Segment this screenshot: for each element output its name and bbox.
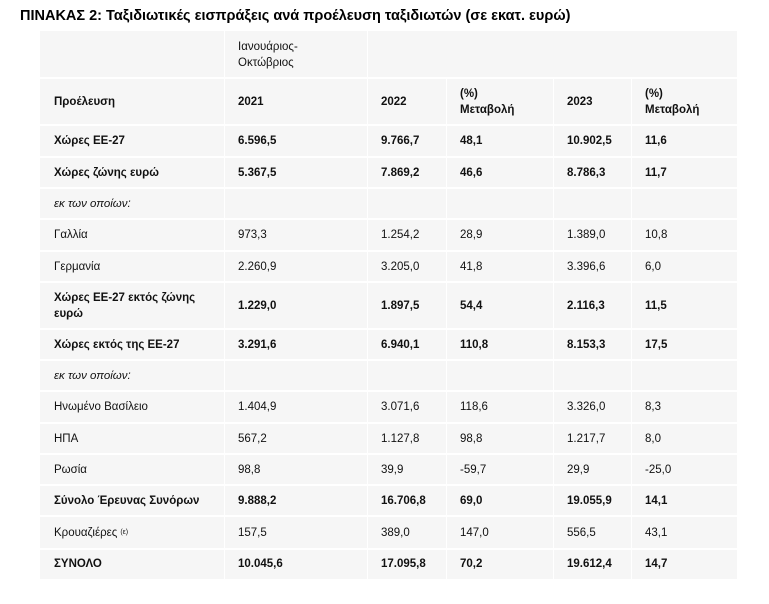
row-label-text: Χώρες εκτός της ΕΕ-27 xyxy=(54,338,180,351)
cell-value: 3.326,0 xyxy=(567,401,606,413)
table-cell xyxy=(367,485,446,516)
table-cell xyxy=(446,251,553,282)
table-cell xyxy=(224,454,367,485)
row-label xyxy=(40,157,224,188)
row-label-text: Κρουαζιέρες xyxy=(54,526,118,539)
table-cell xyxy=(367,423,446,454)
row-label xyxy=(40,391,224,423)
table-cell xyxy=(367,516,446,549)
row-label xyxy=(40,188,224,219)
cell-value: 118,6 xyxy=(460,401,488,413)
cell-value: 14,1 xyxy=(645,494,668,507)
table-cell xyxy=(631,391,737,423)
header-origin: Προέλευση xyxy=(54,95,116,108)
table-cell xyxy=(631,157,737,188)
table-cell xyxy=(553,454,631,485)
table-cell xyxy=(367,219,446,251)
cell-value: 29,9 xyxy=(567,463,590,476)
table-cell xyxy=(446,219,553,251)
table-cell xyxy=(553,188,631,219)
table-cell xyxy=(631,282,737,329)
cell-value: 6.940,1 xyxy=(381,338,420,351)
cell-value: 11,6 xyxy=(645,135,667,147)
cell-value: 3.071,6 xyxy=(381,401,420,413)
table-cell xyxy=(224,423,367,454)
cell-value: 11,5 xyxy=(645,299,667,312)
header-2022: 2022 xyxy=(381,95,407,108)
table-cell xyxy=(367,391,446,423)
cell-value: 8.153,3 xyxy=(567,338,606,351)
cell-value: 1.389,0 xyxy=(567,229,606,241)
row-label xyxy=(40,282,224,329)
table-cell xyxy=(553,423,631,454)
table-cell xyxy=(224,329,367,360)
table-cell xyxy=(553,549,631,579)
cell-value: 8,0 xyxy=(645,432,661,445)
table-cell xyxy=(631,251,737,282)
row-label xyxy=(40,251,224,282)
cell-value: 3.396,6 xyxy=(567,260,606,273)
row-label xyxy=(40,329,224,360)
table-cell xyxy=(631,549,737,579)
table-cell xyxy=(446,360,553,391)
row-label xyxy=(40,485,224,516)
cell-value: 6,0 xyxy=(645,260,661,273)
table-cell xyxy=(224,516,367,549)
cell-value: 70,2 xyxy=(460,558,483,570)
cell-value: -25,0 xyxy=(645,463,672,476)
header-2021: 2021 xyxy=(238,95,264,108)
row-label-text: Γαλλία xyxy=(54,229,88,241)
table-cell xyxy=(553,125,631,157)
cell-value: -59,7 xyxy=(460,463,487,476)
cell-value: 46,6 xyxy=(460,166,483,179)
table-cell xyxy=(224,485,367,516)
row-label-text: Χώρες ΕΕ-27 xyxy=(54,135,125,147)
cell-value: 110,8 xyxy=(460,338,489,351)
cell-value: 98,8 xyxy=(460,432,483,445)
cell-value: 6.596,5 xyxy=(238,135,277,147)
table-cell xyxy=(631,360,737,391)
table-cell xyxy=(553,516,631,549)
table-cell xyxy=(631,454,737,485)
period-header: Ιανουάριος-Οκτώβριος xyxy=(238,40,298,69)
cell-value: 54,4 xyxy=(460,299,483,312)
row-label xyxy=(40,219,224,251)
row-label xyxy=(40,549,224,579)
row-label-text: Γερμανία xyxy=(54,260,101,273)
cell-value: 556,5 xyxy=(567,526,596,539)
table-cell xyxy=(224,282,367,329)
table-cell xyxy=(553,391,631,423)
table-cell xyxy=(446,516,553,549)
row-label xyxy=(40,423,224,454)
table-cell xyxy=(224,188,367,219)
table-cell xyxy=(446,549,553,579)
row-label-text: Χώρες ζώνης ευρώ xyxy=(54,166,159,179)
table-cell xyxy=(224,549,367,579)
cell-value: 9.766,7 xyxy=(381,135,420,147)
table-cell xyxy=(367,549,446,579)
table-cell xyxy=(553,360,631,391)
cell-value: 11,7 xyxy=(645,166,667,179)
header-2023: 2023 xyxy=(567,95,593,108)
cell-value: 43,1 xyxy=(645,526,668,539)
cell-value: 9.888,2 xyxy=(238,494,277,507)
table-cell xyxy=(367,360,446,391)
table-cell xyxy=(631,125,737,157)
table-cell xyxy=(224,360,367,391)
cell-value: 3.205,0 xyxy=(381,260,420,273)
row-label: Κρουαζιέρες (ε) xyxy=(54,526,129,539)
cell-value: 69,0 xyxy=(460,494,483,507)
row-label-text: εκ των οποίων: xyxy=(54,369,131,382)
cell-value: 157,5 xyxy=(238,526,267,539)
table-cell xyxy=(553,157,631,188)
cell-value: 17.095,8 xyxy=(381,558,426,570)
cell-value: 8.786,3 xyxy=(567,166,606,179)
table-cell xyxy=(446,329,553,360)
header-change-2022: (%) Μεταβολή xyxy=(460,87,515,116)
row-label-text: ΗΠΑ xyxy=(54,432,79,445)
cell-value: 10.902,5 xyxy=(567,135,612,147)
table-cell xyxy=(367,282,446,329)
cell-value: 7.869,2 xyxy=(381,166,420,179)
header-change-2023: (%) Μεταβολή xyxy=(645,87,700,116)
cell-value: 973,3 xyxy=(238,229,267,241)
table-title: ΠΙΝΑΚΑΣ 2: Ταξιδιωτικές εισπράξεις ανά προέλευση ταξιδιωτών (σε εκατ. ευρώ) xyxy=(20,8,571,24)
cell-value: 28,9 xyxy=(460,229,483,241)
table-cell xyxy=(367,125,446,157)
table-cell xyxy=(631,188,737,219)
table-cell xyxy=(446,282,553,329)
cell-value: 5.367,5 xyxy=(238,166,277,179)
row-label-text: Χώρες ΕΕ-27 εκτός ζώνης ευρώ xyxy=(54,291,196,320)
table-cell xyxy=(224,219,367,251)
receipts-table xyxy=(40,31,737,579)
table-cell xyxy=(553,485,631,516)
cell-value: 1.127,8 xyxy=(381,432,420,445)
table-cell xyxy=(446,391,553,423)
cell-value: 98,8 xyxy=(238,463,261,476)
row-label xyxy=(40,360,224,391)
table-cell xyxy=(224,157,367,188)
table-cell xyxy=(631,219,737,251)
table-cell xyxy=(446,454,553,485)
row-label-text: ΣΥΝΟΛΟ xyxy=(54,558,102,570)
cell-value: 2.116,3 xyxy=(567,299,605,312)
table-cell xyxy=(553,251,631,282)
table-cell xyxy=(224,251,367,282)
row-label-text: Ηνωμένο Βασίλειο xyxy=(54,401,148,413)
table-cell xyxy=(446,485,553,516)
row-label-text: Ρωσία xyxy=(54,463,87,476)
cell-value: 19.055,9 xyxy=(567,494,612,507)
cell-value: 147,0 xyxy=(460,526,489,539)
cell-value: 1.229,0 xyxy=(238,299,277,312)
table-cell xyxy=(631,485,737,516)
cell-value: 14,7 xyxy=(645,558,668,570)
table-cell xyxy=(224,125,367,157)
cell-value: 10.045,6 xyxy=(238,558,283,570)
table-cell xyxy=(446,157,553,188)
row-label-text: Σύνολο Έρευνας Συνόρων xyxy=(54,494,200,507)
row-label xyxy=(40,125,224,157)
table-cell xyxy=(553,219,631,251)
table-cell xyxy=(631,516,737,549)
cell-value: 389,0 xyxy=(381,526,410,539)
table-cell xyxy=(367,329,446,360)
table-cell xyxy=(446,423,553,454)
table-cell xyxy=(367,188,446,219)
row-label-text: εκ των οποίων: xyxy=(54,197,131,210)
table-cell xyxy=(631,329,737,360)
cell-value: 1.254,2 xyxy=(381,229,420,241)
cell-value: 2.260,9 xyxy=(238,260,277,273)
cell-value: 1.404,9 xyxy=(238,401,277,413)
cell-value: 3.291,6 xyxy=(238,338,277,351)
cell-value: 1.897,5 xyxy=(381,299,420,312)
cell-value: 8,3 xyxy=(645,401,661,413)
cell-value: 19.612,4 xyxy=(567,558,612,570)
table-cell xyxy=(446,125,553,157)
table-cell xyxy=(367,454,446,485)
table-cell xyxy=(553,282,631,329)
cell-value: 16.706,8 xyxy=(381,494,426,507)
table-cell xyxy=(631,423,737,454)
cell-value: 1.217,7 xyxy=(567,432,606,445)
table-cell xyxy=(224,391,367,423)
table-cell xyxy=(553,329,631,360)
table-cell xyxy=(367,251,446,282)
table-cell xyxy=(446,188,553,219)
table-cell xyxy=(367,157,446,188)
cell-value: 39,9 xyxy=(381,463,404,476)
cell-value: 567,2 xyxy=(238,432,267,445)
cell-value: 48,1 xyxy=(460,135,483,147)
cell-value: 10,8 xyxy=(645,229,668,241)
cell-value: 17,5 xyxy=(645,338,668,351)
cell-value: 41,8 xyxy=(460,260,483,273)
column-divider xyxy=(367,31,368,78)
row-label xyxy=(40,454,224,485)
